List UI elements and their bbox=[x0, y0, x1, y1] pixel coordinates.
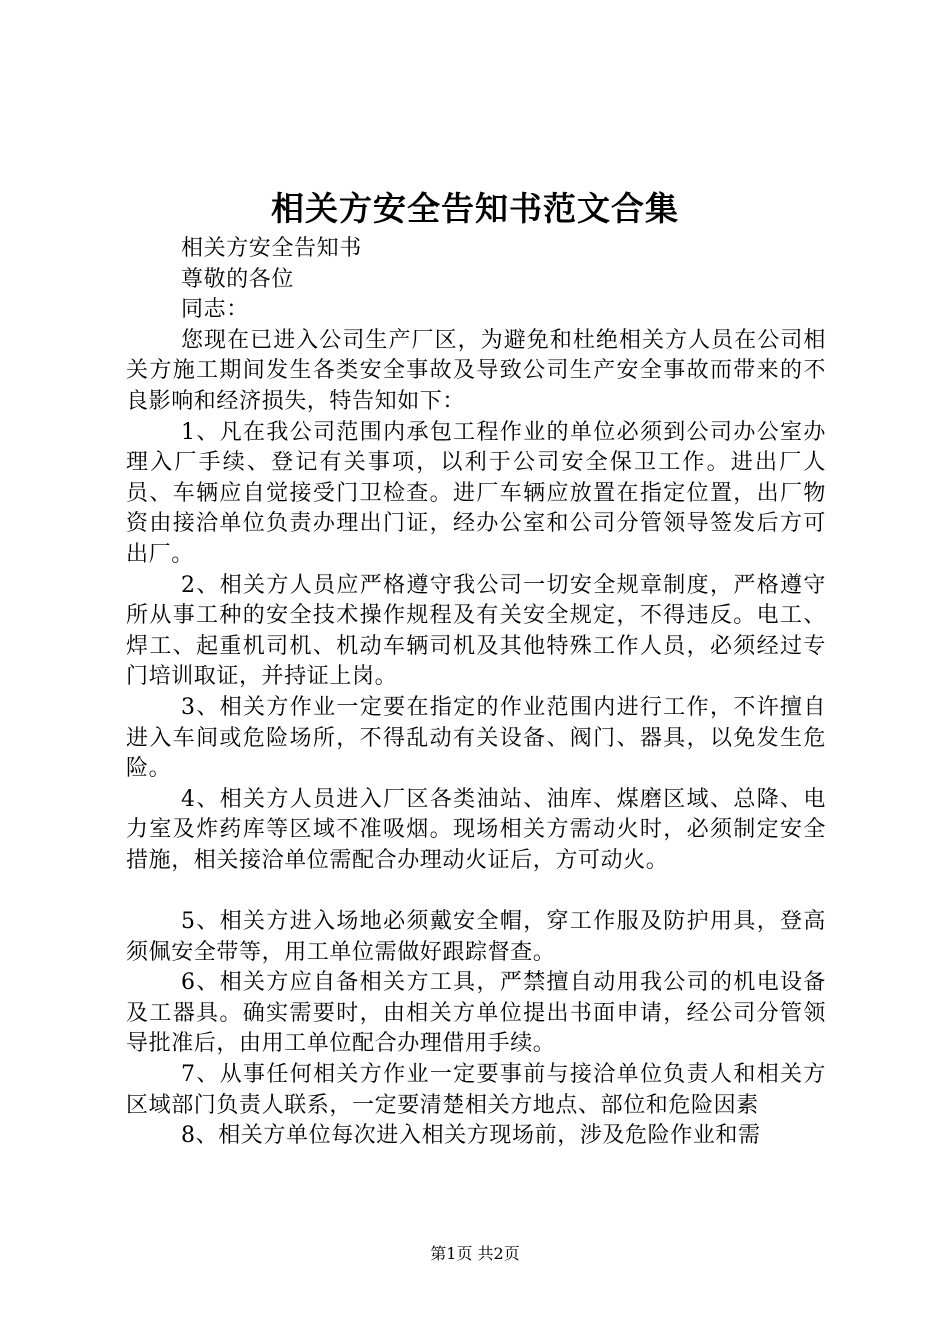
paragraph-item-5: 5、相关方进入场地必须戴安全帽，穿工作服及防护用具，登高须佩安全带等，用工单位需做好跟踪督查。 bbox=[126, 909, 826, 965]
document-body bbox=[126, 234, 826, 1152]
salutation-line-2: 同志： bbox=[181, 297, 249, 323]
paragraph-item-1: 1、凡在我公司范围内承包工程作业的单位必须到公司办公室办理入厂手续、登记有关事项，以利于公司安全保卫工作。进出厂人员、车辆应自觉接受门卫检查。进厂车辆应放置在指定位置，出厂物资由接洽单位负责办理出门证，经办公室和公司分管领导签发后方可出厂。 bbox=[126, 419, 826, 567]
paragraph-item-6: 6、相关方应自备相关方工具，严禁擅自动用我公司的机电设备及工器具。确实需要时，由相关方单位提出书面申请，经公司分管领导批准后，由用工单位配合办理借用手续。 bbox=[126, 970, 826, 1057]
document-title: 相关方安全告知书范文合集 bbox=[271, 189, 679, 228]
salutation-line-1: 尊敬的各位 bbox=[181, 266, 295, 292]
paragraph-intro: 您现在已进入公司生产厂区，为避免和杜绝相关方人员在公司相关方施工期间发生各类安全事故及导致公司生产安全事故而带来的不良影响和经济损失，特告知如下： bbox=[126, 327, 826, 414]
page-footer: 第1页 共2页 bbox=[430, 1244, 520, 1263]
paragraph-item-8: 8、相关方单位每次进入相关方现场前，涉及危险作业和需 bbox=[181, 1123, 761, 1149]
document-subtitle: 相关方安全告知书 bbox=[181, 236, 362, 261]
blank-line bbox=[126, 876, 826, 907]
paragraph-item-7: 7、从事任何相关方作业一定要事前与接洽单位负责人和相关方区域部门负责人联系，一定要清楚相关方地点、部位和危险因素 bbox=[126, 1062, 826, 1118]
paragraph-item-3: 3、相关方作业一定要在指定的作业范围内进行工作，不许擅自进入车间或危险场所，不得乱动有关设备、阀门、器具，以免发生危险。 bbox=[126, 694, 826, 782]
paragraph-item-4: 4、相关方人员进入厂区各类油站、油库、煤磨区域、总降、电力室及炸药库等区域不准吸烟。现场相关方需动火时，必须制定安全措施，相关接洽单位需配合办理动火证后，方可动火。 bbox=[126, 786, 826, 873]
paragraph-item-2: 2、相关方人员应严格遵守我公司一切安全规章制度，严格遵守所从事工种的安全技术操作规程及有关安全规定，不得违反。电工、焊工、起重机司机、机动车辆司机及其他特殊工作人员，必须经过专门培训取证，并持证上岗。 bbox=[126, 572, 826, 690]
